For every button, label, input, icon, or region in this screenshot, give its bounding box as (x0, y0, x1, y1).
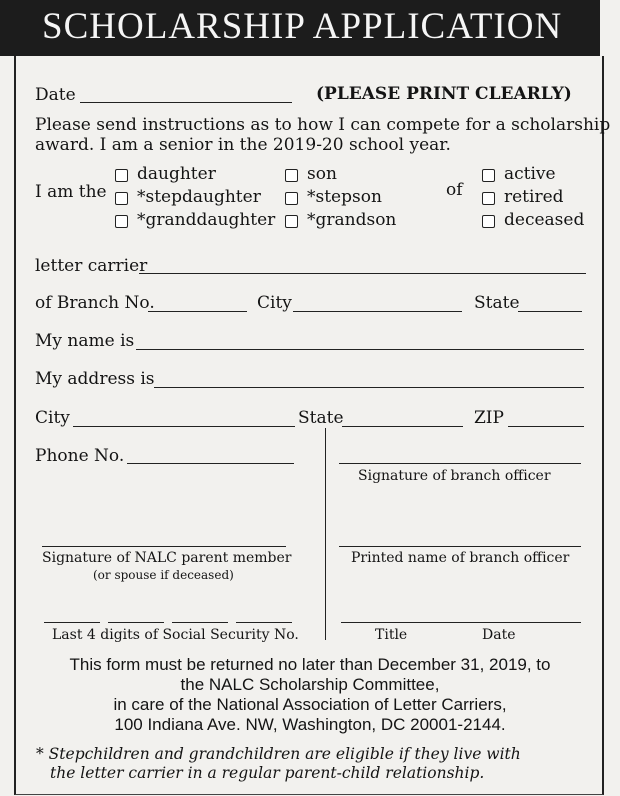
letter-carrier-label: letter carrier (35, 256, 148, 276)
intro-line-2: award. I am a senior in the 2019-20 school year. (35, 135, 451, 155)
date-label-small: Date (482, 627, 516, 643)
date-field[interactable] (80, 102, 292, 103)
active-checkbox[interactable] (482, 169, 495, 182)
grandson-checkbox[interactable] (285, 215, 298, 228)
branch-field[interactable] (148, 311, 247, 312)
stepson-checkbox[interactable] (285, 192, 298, 205)
phone-label: Phone No. (35, 446, 125, 466)
print-clearly-label: (PLEASE PRINT CLEARLY) (316, 84, 572, 104)
footer-line-2: the NALC Scholarship Committee, (180, 675, 440, 694)
retired-checkbox[interactable] (482, 192, 495, 205)
i-am-the-label: I am the (35, 182, 107, 202)
ssn-digit-field-1[interactable] (44, 622, 100, 623)
of-label: of (446, 180, 463, 200)
city-label-2: City (35, 408, 70, 428)
active-label: active (504, 164, 556, 184)
ssn-label: Last 4 digits of Social Security No. (52, 627, 299, 643)
sig-parent-member-label: Signature of NALC parent member (42, 550, 292, 566)
city-field-2[interactable] (73, 426, 295, 427)
title-label: Title (375, 627, 408, 643)
retired-label: retired (504, 187, 564, 207)
date-label: Date (35, 85, 76, 105)
granddaughter-checkbox[interactable] (115, 215, 128, 228)
branch-officer-signature-field[interactable] (339, 463, 581, 464)
page-title: SCHOLARSHIP APPLICATION (42, 6, 563, 47)
title-date-field[interactable] (341, 622, 581, 623)
stepdaughter-label: *stepdaughter (137, 187, 261, 207)
note-line-2: the letter carrier in a regular parent-child relationship. (50, 764, 485, 782)
printed-name-officer-field[interactable] (339, 546, 581, 547)
footer-line-4: 100 Indiana Ave. NW, Washington, DC 20001-2144. (114, 715, 506, 734)
parent-member-signature-field[interactable] (42, 546, 286, 547)
my-name-label: My name is (35, 331, 135, 351)
phone-field[interactable] (127, 463, 294, 464)
city-label: City (257, 293, 292, 313)
deceased-label: deceased (504, 210, 585, 230)
header-banner (0, 0, 600, 56)
ssn-digit-field-3[interactable] (172, 622, 228, 623)
state-label-2: State (298, 408, 344, 428)
son-label: son (307, 164, 337, 184)
city-field[interactable] (293, 311, 462, 312)
intro-line-1: Please send instructions as to how I can compete for a scholarship (35, 115, 611, 135)
ssn-digit-field-2[interactable] (108, 622, 164, 623)
eligibility-note (36, 745, 521, 783)
zip-field[interactable] (508, 426, 584, 427)
ssn-digit-field-4[interactable] (236, 622, 292, 623)
daughter-checkbox[interactable] (115, 169, 128, 182)
deceased-checkbox[interactable] (482, 215, 495, 228)
zip-label: ZIP (474, 408, 504, 428)
my-address-label: My address is (35, 369, 155, 389)
return-instructions (0, 655, 620, 735)
daughter-label: daughter (137, 164, 216, 184)
grandson-label: *grandson (307, 210, 397, 230)
son-checkbox[interactable] (285, 169, 298, 182)
stepson-label: *stepson (307, 187, 382, 207)
name-field[interactable] (136, 349, 584, 350)
granddaughter-label: *granddaughter (137, 210, 276, 230)
state-field-2[interactable] (342, 426, 463, 427)
address-field[interactable] (154, 387, 584, 388)
sig-branch-officer-label: Signature of branch officer (358, 468, 551, 484)
note-line-1: * Stepchildren and grandchildren are eligible if they live with (36, 745, 521, 763)
footer-line-3: in care of the National Association of Letter Carriers, (113, 695, 507, 714)
stepdaughter-checkbox[interactable] (115, 192, 128, 205)
letter-carrier-field[interactable] (139, 273, 586, 274)
state-field[interactable] (518, 311, 582, 312)
column-divider (325, 428, 326, 640)
spouse-note: (or spouse if deceased) (93, 568, 234, 582)
footer-line-1: This form must be returned no later than December 31, 2019, to (69, 655, 551, 674)
printed-name-officer-label: Printed name of branch officer (351, 550, 570, 566)
branch-label: of Branch No. (35, 293, 155, 313)
state-label: State (474, 293, 520, 313)
